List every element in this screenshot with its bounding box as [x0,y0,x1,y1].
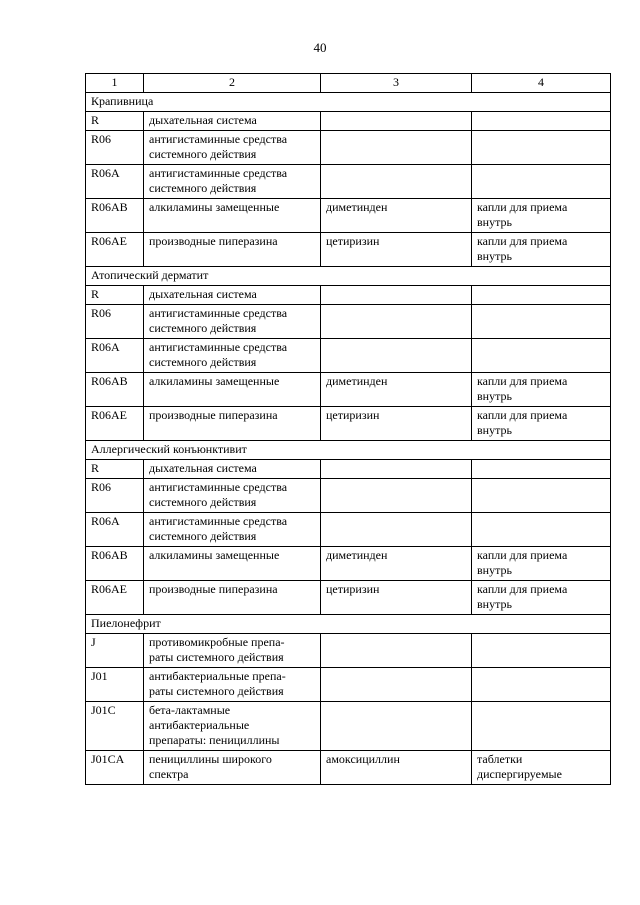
group-line: системного действия [149,321,257,335]
group-line: антигистаминные средства [149,166,288,180]
group-line: антигистаминные средства [149,132,288,146]
table-row [86,339,611,373]
substance-cell: амоксициллин [321,751,472,785]
dosage-form-cell [472,702,611,751]
atc-code-cell: J [86,634,144,668]
atc-code-cell: R06AB [86,373,144,407]
atc-code-cell: R [86,286,144,305]
group-cell [144,668,321,702]
atc-code-cell: R06AE [86,407,144,441]
substance-cell [321,339,472,373]
header-col-2: 2 [144,74,321,93]
atc-code-cell: R06AB [86,199,144,233]
dosage-form-cell [472,305,611,339]
header-col-4: 4 [472,74,611,93]
group-cell [144,373,321,407]
group-line: дыхательная система [149,461,257,475]
group-line: алкиламины замещенные [149,200,280,214]
substance-cell [321,634,472,668]
dosage-form-cell [472,199,611,233]
group-cell [144,407,321,441]
substance-cell: цетиризин [321,407,472,441]
table-row [86,668,611,702]
table-row [86,634,611,668]
dosage-form-line: внутрь [477,423,512,437]
group-line: антигистаминные средства [149,306,288,320]
atc-code-cell: R06AE [86,581,144,615]
table-row [86,112,611,131]
group-cell [144,751,321,785]
atc-code-cell: R06 [86,479,144,513]
group-line: антигистаминные средства [149,340,288,354]
table-row [86,407,611,441]
dosage-form-cell [472,751,611,785]
atc-code-cell: R06A [86,339,144,373]
atc-code-cell: R06AE [86,233,144,267]
substance-cell [321,513,472,547]
group-line: алкиламины замещенные [149,374,280,388]
group-cell [144,339,321,373]
substance-cell [321,702,472,751]
table-row [86,460,611,479]
group-line: производные пиперазина [149,408,278,422]
table-row [86,233,611,267]
dosage-form-cell [472,479,611,513]
group-line: алкиламины замещенные [149,548,280,562]
group-line: антигистаминные средства [149,480,288,494]
atc-code-cell: J01CA [86,751,144,785]
group-line: раты системного действия [149,650,284,664]
table-row [86,165,611,199]
dosage-form-line: внутрь [477,563,512,577]
group-line: антигистаминные средства [149,514,288,528]
group-line: бета-лактамные [149,703,231,717]
dosage-form-cell [472,547,611,581]
substance-cell [321,305,472,339]
group-line: системного действия [149,529,257,543]
group-line: производные пиперазина [149,582,278,596]
dosage-form-cell [472,668,611,702]
group-line: системного действия [149,181,257,195]
substance-cell: диметинден [321,373,472,407]
substance-cell [321,165,472,199]
atc-code-cell: R06 [86,131,144,165]
group-line: системного действия [149,495,257,509]
group-line: дыхательная система [149,287,257,301]
table-row [86,547,611,581]
dosage-form-line: внутрь [477,215,512,229]
dosage-form-line: капли для приема [477,408,568,422]
group-cell [144,112,321,131]
group-line: противомикробные препа- [149,635,285,649]
atc-code-cell: R [86,460,144,479]
atc-code-cell: R06A [86,513,144,547]
group-line: дыхательная система [149,113,257,127]
substance-cell: диметинден [321,199,472,233]
substance-cell [321,460,472,479]
substance-cell [321,112,472,131]
group-line: системного действия [149,147,257,161]
dosage-form-cell [472,233,611,267]
atc-code-cell: J01 [86,668,144,702]
drug-table [85,73,611,785]
table-row [86,199,611,233]
table-row [86,751,611,785]
atc-code-cell: R06AB [86,547,144,581]
table-row [86,702,611,751]
dosage-form-cell [472,339,611,373]
group-line: препараты: пенициллины [149,733,280,747]
group-cell [144,165,321,199]
header-col-3: 3 [321,74,472,93]
dosage-form-cell [472,286,611,305]
table-row [86,373,611,407]
substance-cell [321,479,472,513]
dosage-form-cell [472,131,611,165]
group-cell [144,199,321,233]
section-title: Атопический дерматит [86,267,611,286]
group-cell [144,286,321,305]
dosage-form-cell [472,634,611,668]
group-line: антибактериальные [149,718,250,732]
group-cell [144,305,321,339]
section-row [86,267,611,286]
dosage-form-line: капли для приема [477,582,568,596]
atc-code-cell: R [86,112,144,131]
atc-code-cell: J01C [86,702,144,751]
section-title: Аллергический конъюнктивит [86,441,611,460]
dosage-form-cell [472,581,611,615]
header-col-1: 1 [86,74,144,93]
group-cell [144,547,321,581]
group-cell [144,479,321,513]
dosage-form-cell [472,112,611,131]
dosage-form-line: капли для приема [477,200,568,214]
group-line: системного действия [149,355,257,369]
dosage-form-cell [472,513,611,547]
dosage-form-cell [472,165,611,199]
table-row [86,479,611,513]
table-row [86,131,611,165]
group-cell [144,460,321,479]
substance-cell: цетиризин [321,581,472,615]
atc-code-cell: R06 [86,305,144,339]
section-title: Пиелонефрит [86,615,611,634]
dosage-form-cell [472,373,611,407]
dosage-form-cell [472,407,611,441]
group-cell [144,702,321,751]
section-row [86,615,611,634]
dosage-form-line: капли для приема [477,234,568,248]
group-cell [144,581,321,615]
section-row [86,93,611,112]
group-line: пенициллины широкого [149,752,272,766]
group-line: производные пиперазина [149,234,278,248]
substance-cell: диметинден [321,547,472,581]
group-cell [144,233,321,267]
group-cell [144,513,321,547]
group-cell [144,634,321,668]
table-row [86,581,611,615]
group-cell [144,131,321,165]
table-row [86,305,611,339]
table-row [86,286,611,305]
substance-cell [321,286,472,305]
dosage-form-line: капли для приема [477,548,568,562]
page-number: 40 [313,40,327,55]
table-row [86,513,611,547]
header-row [86,74,611,93]
section-title: Крапивница [86,93,611,112]
group-line: антибактериальные препа- [149,669,286,683]
dosage-form-line: таблетки [477,752,523,766]
substance-cell [321,668,472,702]
table-body [86,74,611,785]
substance-cell: цетиризин [321,233,472,267]
substance-cell [321,131,472,165]
group-line: раты системного действия [149,684,284,698]
dosage-form-cell [472,460,611,479]
group-line: спектра [149,767,189,781]
atc-code-cell: R06A [86,165,144,199]
dosage-form-line: диспергируемые [477,767,562,781]
dosage-form-line: внутрь [477,389,512,403]
section-row [86,441,611,460]
dosage-form-line: капли для приема [477,374,568,388]
dosage-form-line: внутрь [477,249,512,263]
dosage-form-line: внутрь [477,597,512,611]
